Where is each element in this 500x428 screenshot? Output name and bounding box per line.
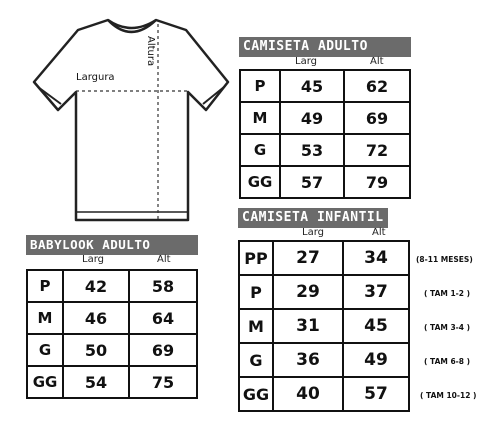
size-cell: GG xyxy=(240,166,280,198)
infantil-col-height: Alt xyxy=(372,227,386,238)
width-cell: 50 xyxy=(63,334,129,366)
width-label: Largura xyxy=(76,72,115,83)
size-cell: GG xyxy=(27,366,63,398)
infantil-table xyxy=(238,208,500,413)
height-cell: 69 xyxy=(129,334,197,366)
width-cell: 49 xyxy=(280,102,344,134)
size-cell: M xyxy=(239,309,273,343)
adulto-grid xyxy=(239,69,411,199)
height-cell: 64 xyxy=(129,302,197,334)
infantil-col-width: Larg xyxy=(302,227,324,238)
adulto-col-width: Larg xyxy=(295,56,317,67)
age-note: ( TAM 6-8 ) xyxy=(424,357,471,366)
height-cell: 58 xyxy=(129,270,197,302)
width-cell: 57 xyxy=(280,166,344,198)
age-note: (8-11 MESES) xyxy=(416,255,473,264)
height-cell: 45 xyxy=(343,309,409,343)
size-cell: P xyxy=(27,270,63,302)
size-cell: P xyxy=(239,275,273,309)
age-note: ( TAM 3-4 ) xyxy=(424,323,471,332)
table-row xyxy=(239,275,409,309)
size-cell: PP xyxy=(239,241,273,275)
table-row xyxy=(240,134,410,166)
babylook-col-width: Larg xyxy=(82,254,104,265)
width-cell: 45 xyxy=(280,70,344,102)
width-cell: 42 xyxy=(63,270,129,302)
table-row xyxy=(240,70,410,102)
size-cell: GG xyxy=(239,377,273,411)
height-label: Altura xyxy=(145,36,156,67)
table-row xyxy=(27,334,197,366)
width-cell: 31 xyxy=(273,309,343,343)
height-cell: 37 xyxy=(343,275,409,309)
width-cell: 40 xyxy=(273,377,343,411)
table-row xyxy=(240,166,410,198)
babylook-col-height: Alt xyxy=(157,254,171,265)
tshirt-outline-icon xyxy=(28,14,236,226)
width-cell: 29 xyxy=(273,275,343,309)
adulto-col-height: Alt xyxy=(370,56,384,67)
width-cell: 53 xyxy=(280,134,344,166)
table-row xyxy=(239,309,409,343)
babylook-grid xyxy=(26,269,198,399)
tshirt-diagram xyxy=(28,14,236,226)
size-cell: M xyxy=(240,102,280,134)
adulto-table xyxy=(239,37,411,200)
table-row xyxy=(239,343,409,377)
infantil-title: CAMISETA INFANTIL xyxy=(238,208,388,228)
height-cell: 57 xyxy=(343,377,409,411)
size-cell: G xyxy=(27,334,63,366)
infantil-grid xyxy=(238,240,410,412)
width-cell: 36 xyxy=(273,343,343,377)
babylook-title: BABYLOOK ADULTO xyxy=(26,235,198,255)
table-row xyxy=(239,377,409,411)
size-cell: G xyxy=(239,343,273,377)
width-cell: 54 xyxy=(63,366,129,398)
babylook-table xyxy=(26,235,198,401)
height-cell: 79 xyxy=(344,166,410,198)
age-note: ( TAM 1-2 ) xyxy=(424,289,471,298)
height-cell: 49 xyxy=(343,343,409,377)
width-cell: 46 xyxy=(63,302,129,334)
height-cell: 34 xyxy=(343,241,409,275)
table-row xyxy=(240,102,410,134)
height-cell: 75 xyxy=(129,366,197,398)
table-row xyxy=(27,302,197,334)
height-cell: 62 xyxy=(344,70,410,102)
size-cell: G xyxy=(240,134,280,166)
height-cell: 72 xyxy=(344,134,410,166)
table-row xyxy=(27,270,197,302)
age-note: ( TAM 10-12 ) xyxy=(420,391,477,400)
table-row xyxy=(27,366,197,398)
width-cell: 27 xyxy=(273,241,343,275)
height-cell: 69 xyxy=(344,102,410,134)
size-cell: M xyxy=(27,302,63,334)
adulto-title: CAMISETA ADULTO xyxy=(239,37,411,57)
size-cell: P xyxy=(240,70,280,102)
table-row xyxy=(239,241,409,275)
